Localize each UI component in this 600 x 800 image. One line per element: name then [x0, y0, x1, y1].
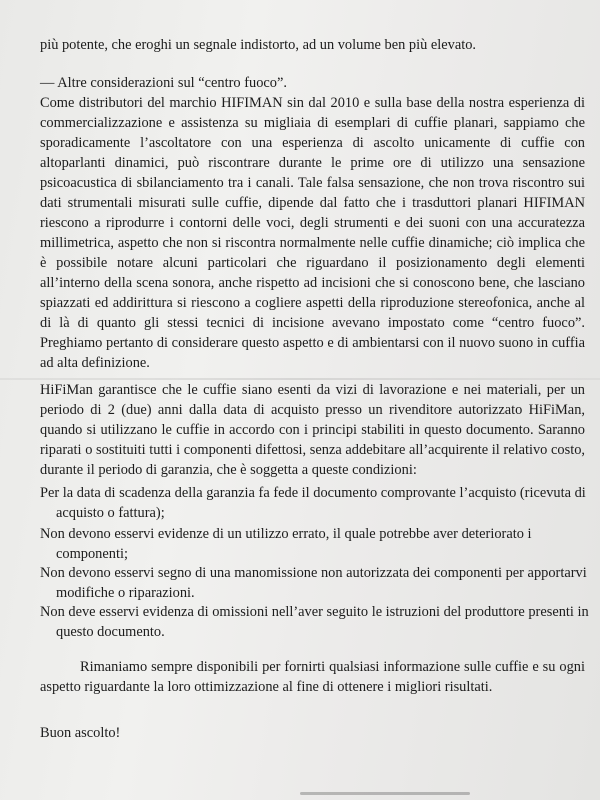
warranty-condition-1: Per la data di scadenza della garanzia fa fede il documento comprovante l’acquisto (ricevuta di acquisto o fattura);: [40, 485, 586, 521]
paragraph-warranty: HiFiMan garantisce che le cuffie siano esenti da vizi di lavorazione e nei materiali, per un periodo di 2 (due) anni dalla data di acquisto presso un rivenditore autorizzato HiFiMan, quando si utilizzano le cuffie in accordo con i principi stabiliti in questo documento. Saranno riparati o sostituiti tutti i componenti difettosi, senza addebitare all’acquirente il relativo costo, durante il periodo di garanzia, che è soggetta a queste condizioni:: [40, 382, 585, 478]
opening-line: più potente, che eroghi un segnale indistorto, ad un volume ben più elevato.: [40, 37, 477, 53]
cropped-next-line: [300, 788, 470, 798]
closing-salutation: Buon ascolto!: [40, 725, 121, 741]
warranty-condition-4: Non deve esservi evidenza di omissioni nell’aver seguito le istruzioni del produttore presenti in questo documento.: [40, 604, 589, 640]
section-heading: — Altre considerazioni sul “centro fuoco”.: [40, 75, 287, 91]
paragraph-centro-fuoco: Come distributori del marchio HIFIMAN sin dal 2010 e sulla base della nostra esperienza di commercializzazione e assistenza su migliaia di esemplari di cuffie planari, sappiamo che sporadicamente l’ascoltatore con una esperienza di ascolto unicamente di cuffie con altoparlanti dinamici, può riscontrare durante le prime ore di utilizzo una sensazione psicoacustica di sbilanciamento tra i canali. Tale falsa sensazione, che non trova riscontro sui dati strumentali misurati sulle cuffie, dipende dal fatto che i trasduttori planari HIFIMAN riescono a riprodurre i contorni delle voci, degli strumenti e dei suoni con una accuratezza millimetrica, aspetto che non si riscontra normalmente nelle cuffie dinamiche; ciò implica che è possibile notare alcuni particolari che riguardano il posizionamento degli elementi all’interno della scena sonora, anche rispetto ad incisioni che si conoscono bene, che lasciano spiazzati ed addirittura si riescono a cogliere aspetti della riproduzione stereofonica, anche al di là di quanto gli stessi tecnici di incisione avevano impostato come “centro fuoco”. Preghiamo pertanto di considerare questo aspetto e di ambientarsi con il nuovo suono in cuffia ad alta definizione.: [40, 95, 585, 371]
warranty-condition-3: Non devono esservi segno di una manomissione non autorizzata dei componenti per apportarvi modifiche o riparazioni.: [40, 565, 587, 601]
paragraph-availability: Rimaniamo sempre disponibili per fornirti qualsiasi informazione sulle cuffie e su ogni aspetto riguardante la loro ottimizzazione al fine di ottenere i migliori risultati.: [40, 659, 585, 695]
warranty-condition-2: Non devono esservi evidenze di un utilizzo errato, il quale potrebbe aver deteriorato i componenti;: [40, 526, 532, 562]
